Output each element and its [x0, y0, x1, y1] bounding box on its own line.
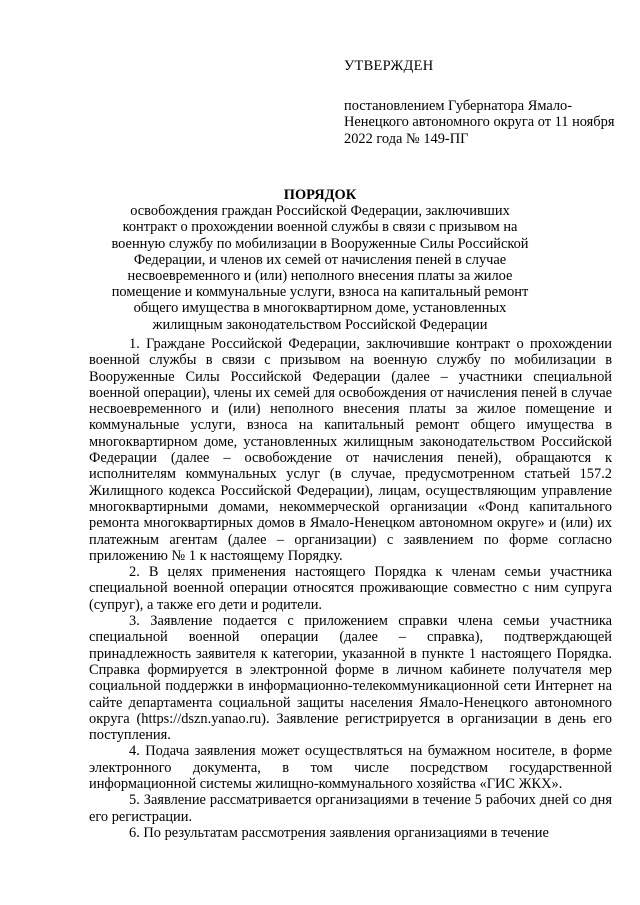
paragraph-5: 5. Заявление рассматривается организациями в течение 5 рабочих дней со дня его регистрации.	[89, 792, 612, 825]
paragraph-4: 4. Подача заявления может осуществляться на бумажном носителе, в форме электронного документа, в том числе посредством государственной информационной системы жилищно-коммунального хозяйства «ГИС ЖКХ».	[89, 743, 612, 793]
document-heading	[104, 187, 536, 333]
approval-basis: постановлением Губернатора Ямало-Ненецкого автономного округа от 11 ноября 2022 года № 149-ПГ	[344, 98, 615, 147]
document-subtitle: освобождения граждан Российской Федерации, заключивших контракт о прохождении военной службы в связи с призывом на военную службу по мобилизации в Вооруженные Силы Российской Федерации, и членов их семей от начисления пеней в случае несвоевременного и (или) неполного внесения платы за жилое помещение и коммунальные услуги, взноса на капитальный ремонт общего имущества в многоквартирном доме, установленных жилищным законодательством Российской Федерации	[111, 203, 529, 333]
document-body	[89, 336, 612, 841]
document-title: ПОРЯДОК	[283, 187, 357, 203]
paragraph-6: 6. По результатам рассмотрения заявления организациями в течение	[129, 824, 549, 841]
approved-label: УТВЕРЖДЕН	[344, 58, 434, 74]
paragraph-1: 1. Граждане Российской Федерации, заключившие контракт о прохождении военной службы в связи с призывом на военную службу по мобилизации в Вооруженные Силы Российской Федерации (далее – участники специальной военной операции), члены их семей для освобождения от начисления пеней в случае несвоевременного и (или) неполного внесения платы за жилое помещение и коммунальные услуги, взноса на капитальный ремонт общего имущества в многоквартирном доме, установленных жилищным законодательством Российской Федерации (далее – освобождение от начисления пеней), обращаются к исполнителям коммунальных услуг (в случае, предусмотренном статьей 157.2 Жилищного кодекса Российской Федерации), лицам, осуществляющим управление многоквартирными домами, некоммерческой организации «Фонд капитального ремонта многоквартирных домов в Ямало-Ненецком автономном округе» и (или) их платежным агентам (далее – организации) с заявлением по форме согласно приложению № 1 к настоящему Порядку.	[89, 336, 612, 564]
paragraph-2: 2. В целях применения настоящего Порядка к членам семьи участника специальной военной операции относятся проживающие совместно с ним супруга (супруг), а также его дети и родители.	[89, 564, 612, 613]
approval-stamp	[344, 58, 634, 147]
paragraph-3: 3. Заявление подается с приложением справки члена семьи участника специальной военной операции (далее – справка), подтверждающей принадлежность заявителя к категории, указанной в пункте 1 настоящего Порядка. Справка формируется в электронной форме в личном кабинете получателя мер социальной поддержки в информационно-телекоммуникационной сети Интернет на сайте департамента социальной защиты населения Ямало-Ненецкого автономного округа (https://dszn.yanao.ru). Заявление регистрируется в организации в день его поступления.	[89, 613, 612, 744]
